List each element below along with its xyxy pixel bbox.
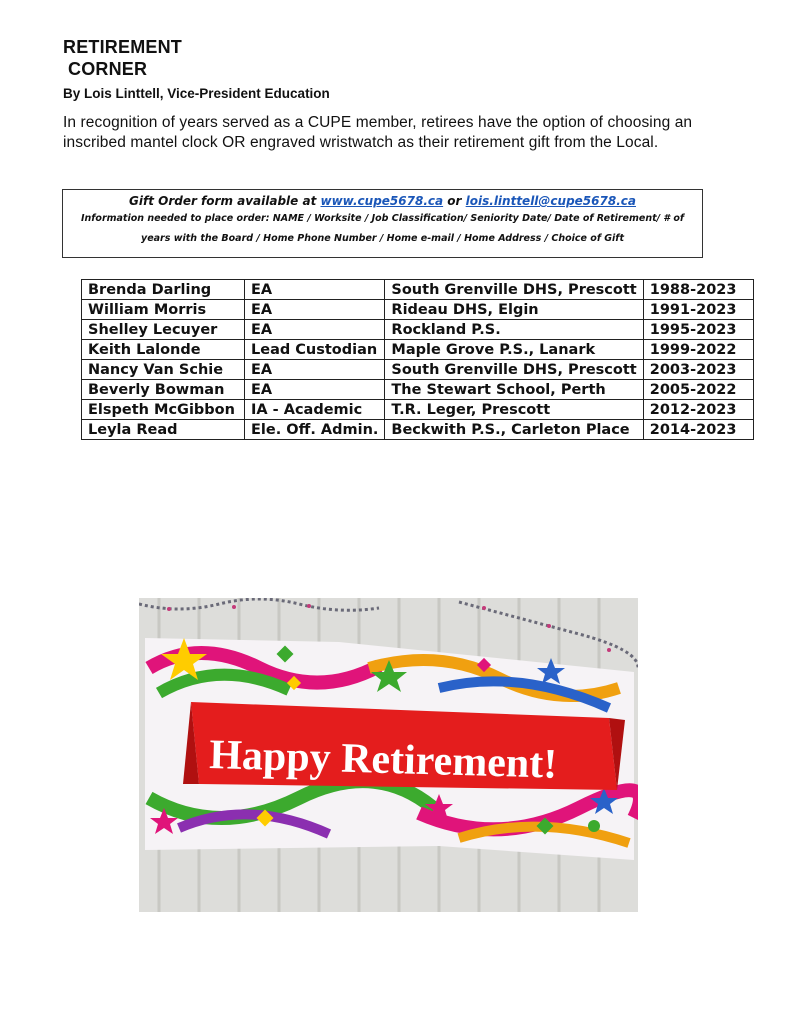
table-row — [82, 380, 754, 400]
byline: By Lois Linttell, Vice-President Education — [63, 86, 330, 101]
retiree-worksite: The Stewart School, Perth — [385, 380, 643, 400]
retiree-years: 2005-2022 — [643, 380, 753, 400]
retiree-years: 2003-2023 — [643, 360, 753, 380]
order-connector: or — [443, 194, 466, 208]
table-row — [82, 400, 754, 420]
intro-paragraph: In recognition of years served as a CUPE member, retirees have the option of choosing an inscribed mantel clock OR engraved wristwatch as their retirement gift from the Local. — [63, 114, 693, 151]
retiree-name: Leyla Read — [82, 420, 245, 440]
retiree-role: EA — [245, 320, 385, 340]
retiree-role: IA - Academic — [245, 400, 385, 420]
retiree-worksite: T.R. Leger, Prescott — [385, 400, 643, 420]
table-row — [82, 340, 754, 360]
retiree-role: Lead Custodian — [245, 340, 385, 360]
retiree-years: 2012-2023 — [643, 400, 753, 420]
retiree-role: EA — [245, 300, 385, 320]
order-form-line — [63, 194, 702, 208]
table-row — [82, 420, 754, 440]
retiree-name: Nancy Van Schie — [82, 360, 245, 380]
retiree-role: Ele. Off. Admin. — [245, 420, 385, 440]
email-link[interactable]: lois.linttell@cupe5678.ca — [465, 194, 636, 208]
title-line-2: CORNER — [68, 59, 148, 79]
table-row — [82, 280, 754, 300]
retirees-table — [81, 279, 754, 440]
banner-text: Happy Retirement! — [208, 732, 558, 788]
gift-order-box — [62, 189, 703, 258]
order-prefix: Gift Order form available at — [129, 194, 321, 208]
banner-photo — [139, 598, 638, 912]
order-info: Information needed to place order: NAME / Worksite / Job Classification/ Seniority Date/ Date of Retirement/ # of years with the Board / Home Phone Number / Home e-mail / Home Address / Choice of Gift — [80, 213, 684, 244]
retiree-years: 1991-2023 — [643, 300, 753, 320]
table-row — [82, 320, 754, 340]
retiree-name: Elspeth McGibbon — [82, 400, 245, 420]
retiree-name: Brenda Darling — [82, 280, 245, 300]
page-title — [63, 36, 182, 80]
retiree-worksite: Maple Grove P.S., Lanark — [385, 340, 643, 360]
retiree-years: 2014-2023 — [643, 420, 753, 440]
retiree-worksite: Rideau DHS, Elgin — [385, 300, 643, 320]
retiree-role: EA — [245, 280, 385, 300]
retiree-name: Beverly Bowman — [82, 380, 245, 400]
website-link[interactable]: www.cupe5678.ca — [320, 194, 444, 208]
table-row — [82, 300, 754, 320]
retiree-role: EA — [245, 360, 385, 380]
retiree-name: Shelley Lecuyer — [82, 320, 245, 340]
table-row — [82, 360, 754, 380]
retiree-years: 1995-2023 — [643, 320, 753, 340]
retiree-name: Keith Lalonde — [82, 340, 245, 360]
banner-illustration — [139, 598, 638, 912]
retiree-worksite: South Grenville DHS, Prescott — [385, 360, 643, 380]
retiree-years: 1988-2023 — [643, 280, 753, 300]
retiree-years: 1999-2022 — [643, 340, 753, 360]
retiree-worksite: Beckwith P.S., Carleton Place — [385, 420, 643, 440]
title-line-1: RETIREMENT — [63, 37, 182, 57]
retiree-worksite: South Grenville DHS, Prescott — [385, 280, 643, 300]
retiree-role: EA — [245, 380, 385, 400]
retiree-worksite: Rockland P.S. — [385, 320, 643, 340]
retiree-name: William Morris — [82, 300, 245, 320]
